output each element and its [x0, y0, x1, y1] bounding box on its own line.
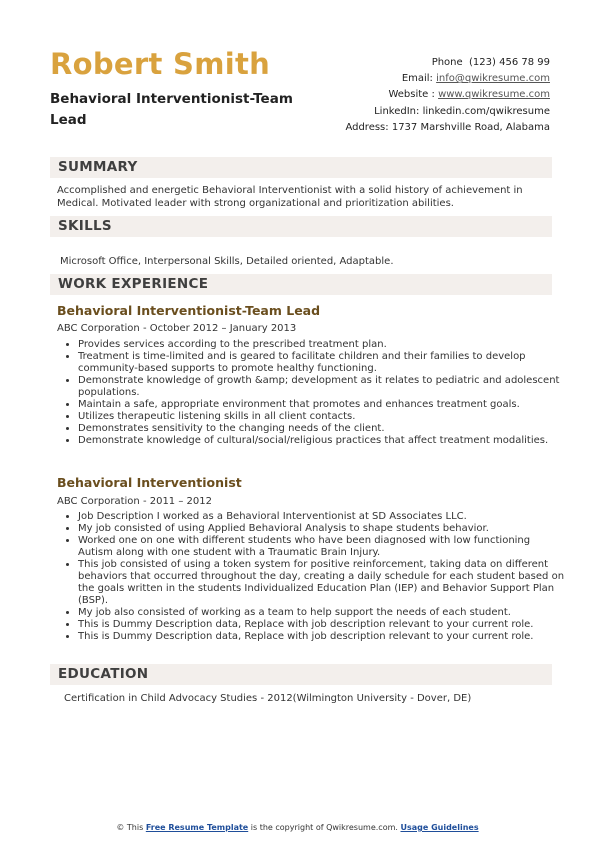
skills-text: Microsoft Office, Interpersonal Skills, Detailed oriented, Adaptable.: [60, 256, 394, 267]
job-bullet: • Job Description I worked as a Behavioral Interventionist at SD Associates LLC.: [78, 511, 568, 523]
job-bullet: • Demonstrates sensitivity to the changing needs of the client.: [78, 423, 568, 435]
job-bullet: • This job consisted of using a token system for positive reinforcement, taking data on different behaviors that occurred throughout the day, creating a daily schedule for each student based on the goals written in the students Individualized Education Plan (IEP) and Behavior Support Plan (BSP).: [78, 559, 568, 607]
job-title: Behavioral Interventionist-Team Lead: [57, 303, 321, 318]
job-bullet: • Demonstrate knowledge of growth &amp; development as it relates to pediatric and adolescent populations.: [78, 375, 568, 399]
linkedin-value: linkedin.com/qwikresume: [422, 105, 550, 117]
education-heading: EDUCATION: [50, 664, 552, 685]
linkedin-label: LinkedIn:: [374, 105, 420, 117]
free-resume-template-link[interactable]: Free Resume Template: [145, 823, 249, 832]
candidate-title: Behavioral Interventionist-Team Lead: [50, 91, 293, 128]
job-title: Behavioral Interventionist: [57, 475, 242, 490]
email-link[interactable]: info@qwikresume.com: [436, 73, 550, 85]
footer-prefix: © This: [116, 823, 144, 832]
phone-value: (123) 456 78 99: [469, 57, 550, 68]
footer-copyright-text: is the copyright of Qwikresume.com.: [250, 823, 398, 832]
website-link[interactable]: www.qwikresume.com: [438, 89, 550, 101]
job-bullet: • My job consisted of using Applied Behavioral Analysis to shape students behavior.: [78, 523, 568, 535]
education-text: Certification in Child Advocacy Studies - 2012(Wilmington University - Dover, DE): [64, 693, 472, 704]
phone-label: Phone: [431, 57, 463, 68]
job-bullet-list: [57, 339, 568, 447]
contact-website: [345, 87, 550, 103]
job-bullet-list: [57, 511, 568, 643]
footer: [0, 823, 595, 832]
skills-heading: SKILLS: [50, 216, 552, 237]
contact-address: [345, 120, 550, 136]
contact-phone: [345, 55, 550, 71]
address-value: 1737 Marshville Road, Alabama: [391, 121, 550, 133]
job-company-dates: ABC Corporation - October 2012 – January 2013: [57, 323, 297, 334]
contact-email: [345, 71, 550, 87]
email-label: Email:: [401, 73, 433, 85]
job-bullet: • Maintain a safe, appropriate environment that promotes and enhances treatment goals.: [78, 399, 568, 411]
website-label: Website :: [388, 89, 435, 101]
job-bullet: • This is Dummy Description data, Replace with job description relevant to your current role.: [78, 619, 568, 631]
summary-text: Accomplished and energetic Behavioral Interventionist with a solid history of achievement in Medical. Motivated leader with strong organizational and prioritization abilities.: [57, 185, 523, 209]
summary-heading: SUMMARY: [50, 157, 552, 178]
job-bullet: • Provides services according to the prescribed treatment plan.: [78, 339, 568, 351]
job-bullet: • Utilizes therapeutic listening skills in all client contacts.: [78, 411, 568, 423]
job-bullet: • Demonstrate knowledge of cultural/social/religious practices that affect treatment modalities.: [78, 435, 568, 447]
job-bullet: • Treatment is time-limited and is geared to facilitate children and their families to develop community-based supports to promote healthy functioning.: [78, 351, 568, 375]
contact-linkedin: [345, 104, 550, 120]
job-company-dates: ABC Corporation - 2011 – 2012: [57, 496, 212, 507]
candidate-name: Robert Smith: [50, 47, 271, 81]
address-label: Address:: [345, 121, 389, 133]
usage-guidelines-link[interactable]: Usage Guidelines: [400, 823, 479, 832]
job-bullet: • This is Dummy Description data, Replace with job description relevant to your current role.: [78, 631, 568, 643]
contact-block: [345, 55, 550, 136]
job-bullet: • Worked one on one with different students who have been diagnosed with low functioning Autism along with one student with a Traumatic Brain Injury.: [78, 535, 568, 559]
work-experience-heading: WORK EXPERIENCE: [50, 274, 552, 295]
job-bullet: • My job also consisted of working as a team to help support the needs of each student.: [78, 607, 568, 619]
